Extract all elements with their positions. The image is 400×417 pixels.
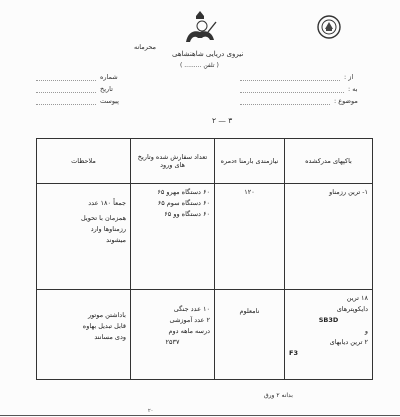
attachment-label: پیوست: [100, 97, 119, 105]
row1-remarks-line: همزمان با تحویل: [80, 214, 126, 222]
header-remarks: ملاحظات: [37, 139, 131, 184]
letterhead-title: نیروی دریایی شاهنشاهی: [172, 50, 244, 58]
from-label: از :: [344, 73, 354, 81]
row1-ordered-line: ۶۰ دستگاه مهرو ۶۵: [157, 188, 210, 196]
subject-line: [240, 104, 330, 105]
row2-item-line: دایکوپترهای: [336, 305, 368, 313]
row2-ordered-line: درسه ماهه دوم: [168, 327, 210, 335]
bottom-edge-line: [0, 415, 400, 416]
reference-number: ۲ — ۳: [212, 116, 233, 125]
row1-items: [285, 184, 373, 290]
row1-needs: [215, 184, 285, 290]
row2-items: [285, 290, 373, 380]
date-line: [36, 92, 96, 93]
row2-item-line: F3: [289, 349, 298, 357]
table-row: [37, 184, 373, 290]
subject-label: موضوع :: [334, 97, 358, 105]
row2-remarks-line: ودی مسانند: [94, 333, 126, 341]
row1-remarks-line: رزمناوها وارد: [90, 225, 126, 233]
letterhead-phone: ( تلفن ......... ): [180, 62, 219, 69]
row2-remarks: [37, 290, 131, 380]
row1-remarks: [37, 184, 131, 290]
from-line: [240, 80, 340, 81]
number-line: [36, 80, 96, 81]
row1-ordered-line: ۶۰ دستگاه وو ۶۵: [164, 210, 210, 218]
table-header-row: [37, 139, 373, 184]
row2-item-line: SB3D: [318, 316, 339, 324]
row2-item-line: و: [364, 327, 368, 335]
items-table: [36, 138, 373, 380]
row2-remarks-line: باداشتن موتور: [87, 311, 126, 319]
row2-remarks-line: قابل تبدیل بهاوه: [82, 322, 126, 330]
footer-page: ۲۰: [148, 408, 154, 414]
header-items: باکپهای مدرکشده: [285, 139, 373, 184]
to-label: به :: [348, 85, 358, 93]
row2-needs: [215, 290, 285, 380]
lion-and-sun-emblem-icon: [180, 10, 220, 48]
row1-remarks-line: جمعاً ۱۸۰ عدد: [88, 199, 126, 207]
row2-item-line: ۱۸ ترین: [346, 294, 368, 302]
attachment-line: [36, 104, 96, 105]
row1-item-line: ۱- ترین رزمناو: [329, 188, 368, 196]
row1-ordered-line: ۶۰ دستگاه سوم ۶۵: [157, 199, 210, 207]
footer-note: بدانه ۲ ورق: [264, 392, 293, 399]
header-needs: نیازمندی بارمنا ءدمره: [215, 139, 285, 184]
row2-needs-line: نامعلوم: [239, 307, 260, 315]
row2-ordered-line: ۲ عدد آموزشی: [169, 316, 210, 324]
row2-ordered-line: ۱۰ عدد جنگی: [173, 305, 210, 313]
row1-needs-line: ۱۲۰: [244, 188, 255, 196]
to-line: [240, 92, 344, 93]
header-ordered: تعداد سفارش شده وتاریخ های ورود: [131, 139, 215, 184]
row2-item-line: ۲ ترین دیابهای: [329, 338, 368, 346]
row1-ordered: [131, 184, 215, 290]
table-row: [37, 290, 373, 380]
row1-remarks-line: میشوند: [106, 236, 126, 244]
emblem-left-icon: [316, 14, 342, 40]
classification-mark: محرمانه: [134, 43, 157, 51]
date-label: تاریخ: [100, 85, 113, 93]
row2-ordered: [131, 290, 215, 380]
number-label: شماره: [100, 73, 118, 81]
row2-ordered-line: ۲۵۳۷: [165, 338, 180, 346]
